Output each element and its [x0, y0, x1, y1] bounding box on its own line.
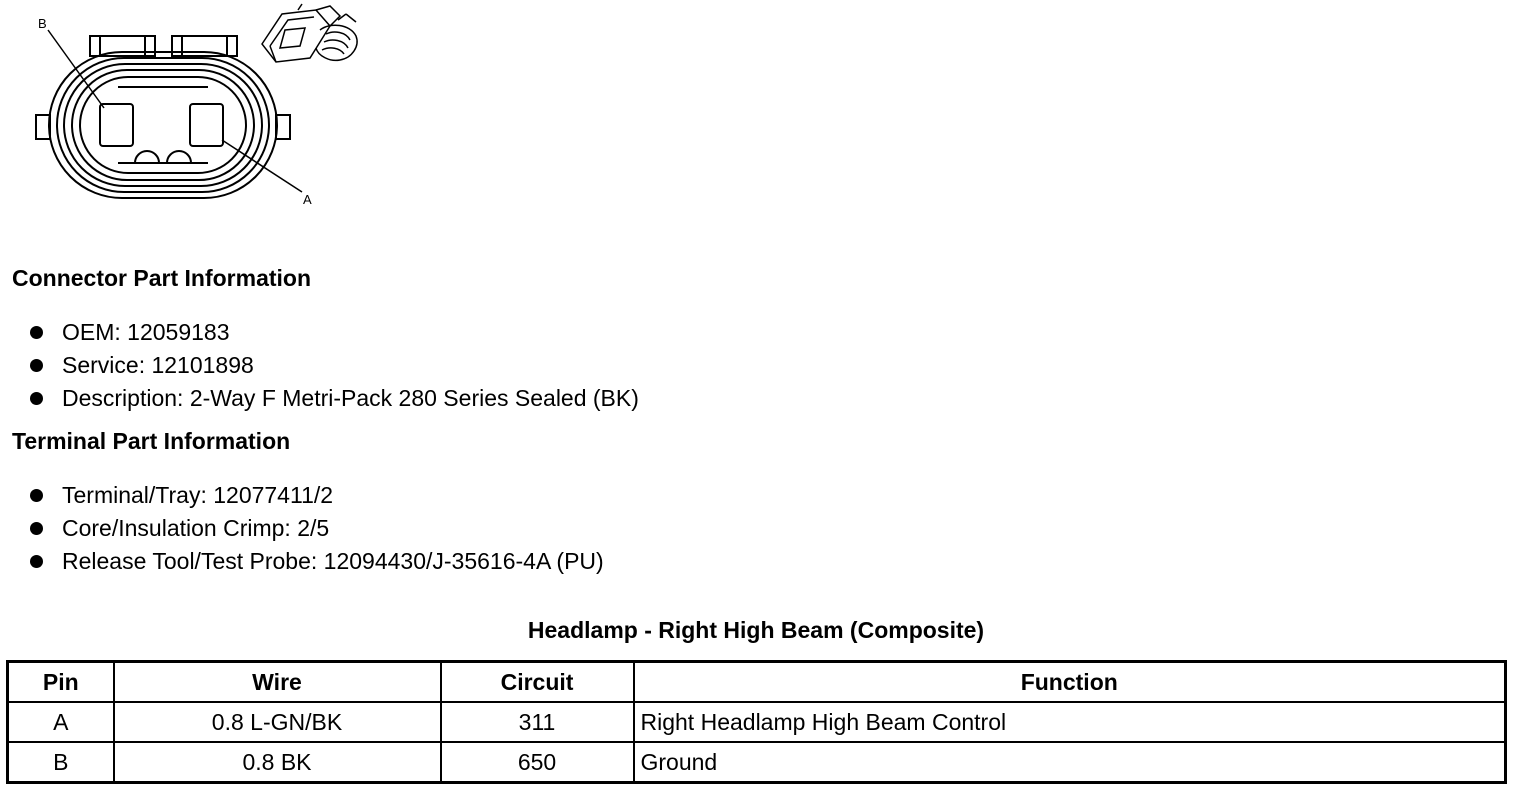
list-item [0, 349, 639, 382]
leader-line-b [48, 30, 104, 108]
list-item-text: OEM: 12059183 [62, 319, 230, 345]
cell-function: Right Headlamp High Beam Control [634, 702, 1506, 742]
list-item [0, 382, 639, 415]
list-item-text: Description: 2-Way F Metri-Pack 280 Series Sealed (BK) [62, 385, 639, 411]
list-item-text: Core/Insulation Crimp: 2/5 [62, 515, 330, 541]
cell-wire: 0.8 BK [114, 742, 441, 783]
connector-side-tab-left [36, 115, 50, 139]
list-item [0, 545, 604, 578]
bullet-icon [30, 555, 43, 568]
table-header-row [8, 662, 1506, 703]
cell-pin: A [8, 702, 114, 742]
connector-side-tab-right [276, 115, 290, 139]
pinout-table [6, 660, 1507, 784]
pin-label-b: B [38, 16, 47, 31]
list-item-text: Service: 12101898 [62, 352, 254, 378]
cell-circuit: 311 [441, 702, 634, 742]
connector-part-info-heading: Connector Part Information [12, 265, 312, 291]
cell-circuit: 650 [441, 742, 634, 783]
keying-bump-1 [135, 151, 159, 163]
connector-body [49, 52, 277, 198]
bullet-icon [30, 326, 43, 339]
connector-thumbnail-icon [262, 4, 357, 62]
list-item-text: Terminal/Tray: 12077411/2 [62, 482, 334, 508]
column-header-pin: Pin [8, 662, 114, 703]
cavity-b [100, 104, 133, 146]
list-item-text: Release Tool/Test Probe: 12094430/J-35616-4A (PU) [62, 548, 604, 574]
column-header-wire: Wire [114, 662, 441, 703]
cell-function: Ground [634, 742, 1506, 783]
cell-wire: 0.8 L-GN/BK [114, 702, 441, 742]
bullet-icon [30, 359, 43, 372]
keying-bump-2 [167, 151, 191, 163]
list-item [0, 479, 604, 512]
bullet-icon [30, 489, 43, 502]
connector-diagram [0, 0, 380, 215]
terminal-part-info-heading: Terminal Part Information [12, 428, 291, 454]
list-item [0, 512, 604, 545]
table-row [8, 742, 1506, 783]
connector-part-info-list [0, 316, 639, 415]
column-header-function: Function [634, 662, 1506, 703]
list-item [0, 316, 639, 349]
bullet-icon [30, 522, 43, 535]
column-header-circuit: Circuit [441, 662, 634, 703]
cavity-a [190, 104, 223, 146]
table-row [8, 702, 1506, 742]
terminal-part-info-list [0, 479, 604, 578]
table-title: Headlamp - Right High Beam (Composite) [527, 617, 985, 643]
bullet-icon [30, 392, 43, 405]
cell-pin: B [8, 742, 114, 783]
pin-label-a: A [303, 192, 312, 207]
